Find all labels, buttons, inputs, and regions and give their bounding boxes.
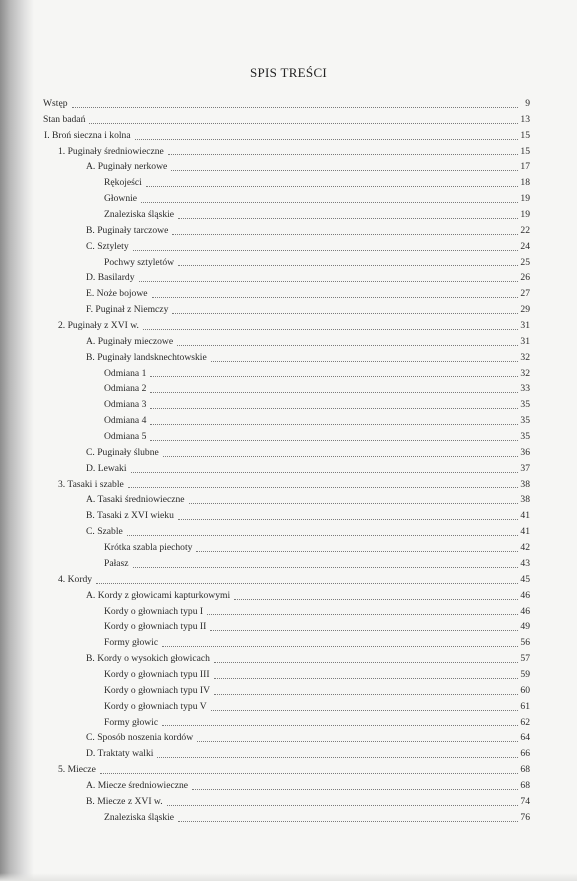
toc-entry xyxy=(0,159,577,175)
dot-leader xyxy=(150,439,518,441)
toc-entry-page-number: 35 xyxy=(520,415,530,427)
toc-entry xyxy=(0,334,577,350)
toc-entry-page-number: 19 xyxy=(520,193,530,205)
toc-entry-page-number: 24 xyxy=(520,240,530,252)
toc-entry-leader xyxy=(86,159,518,175)
toc-entry-page-number: 43 xyxy=(520,557,530,569)
dot-leader xyxy=(141,201,518,203)
toc-entry-page-number: 57 xyxy=(520,653,530,665)
toc-entry-page-number: 49 xyxy=(520,621,530,633)
toc-entry xyxy=(0,207,577,223)
dot-leader xyxy=(214,661,518,663)
toc-entry-page-number: 26 xyxy=(520,272,530,284)
toc-entry xyxy=(0,445,577,461)
toc-entry-label: C. Puginały ślubne xyxy=(86,446,159,458)
toc-entry-page-number: 64 xyxy=(520,732,530,744)
toc-entry-label: B. Miecze z XVI w. xyxy=(86,795,163,807)
dot-leader xyxy=(178,518,518,520)
toc-entry-leader xyxy=(44,128,518,144)
toc-entry-leader xyxy=(43,112,518,128)
toc-entry-page-number: 38 xyxy=(520,478,530,490)
toc-entry-leader xyxy=(86,730,518,746)
toc-entry-page-number: 59 xyxy=(520,668,530,680)
toc-entry-page-number: 60 xyxy=(520,684,530,696)
toc-entry xyxy=(0,604,577,620)
toc-entry-label: A. Puginały mieczowe xyxy=(86,335,174,347)
toc-entry-leader xyxy=(104,667,518,683)
toc-entry-page-number: 17 xyxy=(520,161,530,173)
toc-entry-label: Krótka szabla piechoty xyxy=(104,542,193,554)
toc-entry-leader xyxy=(104,207,518,223)
toc-entry-page-number: 31 xyxy=(520,320,530,332)
toc-entry-page-number: 13 xyxy=(520,113,530,125)
toc-entry-page-number: 74 xyxy=(520,795,530,807)
toc-entry-label: Kordy o głowniach typu V xyxy=(104,700,207,712)
scan-bottom-edge xyxy=(0,873,577,881)
toc-entry-page-number: 32 xyxy=(520,351,530,363)
toc-entry-label: Pochwy sztyletów xyxy=(104,256,175,268)
dot-leader xyxy=(178,264,518,266)
toc-entry-leader xyxy=(43,96,518,112)
toc-entry-label: Rękojeści xyxy=(104,177,142,189)
toc-entry xyxy=(0,381,577,397)
toc-entry-label: I. Broń sieczna i kolna xyxy=(44,129,131,141)
toc-entry-leader xyxy=(86,508,518,524)
toc-entry xyxy=(0,730,577,746)
toc-entry xyxy=(0,255,577,271)
toc-entry-leader xyxy=(104,810,518,826)
toc-entry-page-number: 22 xyxy=(520,224,530,236)
toc-entry xyxy=(0,508,577,524)
dot-leader xyxy=(150,375,518,377)
toc-entry xyxy=(0,762,577,778)
toc-entry xyxy=(0,429,577,445)
toc-entry-label: D. Lewaki xyxy=(86,462,127,474)
toc-entry-page-number: 33 xyxy=(520,383,530,395)
toc-entry-leader xyxy=(104,175,518,191)
toc-entry-label: Kordy o głowniach typu III xyxy=(104,668,210,680)
toc-entry xyxy=(0,588,577,604)
toc-entry-label: 1. Puginały średniowieczne xyxy=(58,145,164,157)
toc-entry-label: A. Kordy z głowicami kapturkowymi xyxy=(86,589,231,601)
toc-entry-label: E. Noże bojowe xyxy=(86,288,148,300)
toc-entry xyxy=(0,778,577,794)
dot-leader xyxy=(150,391,518,393)
toc-entry xyxy=(0,524,577,540)
dot-leader xyxy=(131,471,519,473)
toc-entry-page-number: 76 xyxy=(520,811,530,823)
dot-leader xyxy=(150,407,518,409)
toc-entry-leader xyxy=(86,223,518,239)
dot-leader xyxy=(135,138,518,140)
toc-entry-leader xyxy=(104,191,518,207)
dot-leader xyxy=(100,772,518,774)
toc-entry-label: Odmiana 3 xyxy=(104,399,147,411)
dot-leader xyxy=(171,169,518,171)
toc-entry-label: B. Puginały landsknechtowskie xyxy=(86,351,207,363)
dot-leader xyxy=(127,534,518,536)
toc-entry xyxy=(0,683,577,699)
toc-entry xyxy=(0,699,577,715)
toc-entry-label: 3. Tasaki i szable xyxy=(58,478,124,490)
toc-entry-label: Głownie xyxy=(104,193,138,205)
toc-entry-label: 2. Puginały z XVI w. xyxy=(58,320,139,332)
dot-leader xyxy=(178,820,518,822)
toc-entry-leader xyxy=(86,778,518,794)
dot-leader xyxy=(72,106,518,108)
toc-entry xyxy=(0,318,577,334)
toc-entry-label: Stan badań xyxy=(43,113,86,125)
dot-leader xyxy=(96,582,518,584)
toc-entry-page-number: 66 xyxy=(520,748,530,760)
toc-entry-page-number: 29 xyxy=(520,304,530,316)
toc-entry xyxy=(0,191,577,207)
toc-entry xyxy=(0,635,577,651)
dot-leader xyxy=(133,566,518,568)
dot-leader xyxy=(192,788,518,790)
toc-entry xyxy=(0,413,577,429)
dot-leader xyxy=(172,312,518,314)
toc-entry-page-number: 19 xyxy=(520,209,530,221)
toc-entry-leader xyxy=(104,397,518,413)
dot-leader xyxy=(214,693,518,695)
dot-leader xyxy=(152,296,518,298)
toc-entry-leader xyxy=(86,588,518,604)
dot-leader xyxy=(146,185,518,187)
dot-leader xyxy=(162,645,518,647)
toc-entry-page-number: 18 xyxy=(520,177,530,189)
toc-entry xyxy=(0,96,577,112)
toc-entry-page-number: 35 xyxy=(520,431,530,443)
toc-entry-leader xyxy=(86,445,518,461)
dot-leader xyxy=(197,740,518,742)
dot-leader xyxy=(177,344,518,346)
toc-entry-leader xyxy=(58,762,518,778)
toc-entry-leader xyxy=(104,540,518,556)
toc-entry-label: B. Tasaki z XVI wieku xyxy=(86,510,174,522)
toc-entry-leader xyxy=(58,572,518,588)
toc-entry xyxy=(0,302,577,318)
dot-leader xyxy=(139,280,519,282)
dot-leader xyxy=(211,709,518,711)
toc-entry-leader xyxy=(86,746,518,762)
toc-entry-page-number: 27 xyxy=(520,288,530,300)
dot-leader xyxy=(150,423,518,425)
toc-entry-page-number: 61 xyxy=(520,700,530,712)
toc-entry-page-number: 56 xyxy=(520,637,530,649)
toc-entry-leader xyxy=(104,683,518,699)
toc-entry-page-number: 68 xyxy=(520,764,530,776)
toc-entry-page-number: 31 xyxy=(520,335,530,347)
dot-leader xyxy=(214,677,518,679)
toc-entry xyxy=(0,112,577,128)
toc-entry-label: Odmiana 2 xyxy=(104,383,147,395)
toc-entry-page-number: 32 xyxy=(520,367,530,379)
toc-entry-label: Znaleziska śląskie xyxy=(104,811,175,823)
toc-entry xyxy=(0,540,577,556)
toc-entry-label: Formy głowic xyxy=(104,716,159,728)
toc-entry-leader xyxy=(58,477,518,493)
toc-entry-leader xyxy=(104,635,518,651)
toc-entry-leader xyxy=(86,302,518,318)
toc-entry xyxy=(0,350,577,366)
toc-entry-page-number: 68 xyxy=(520,779,530,791)
toc-entry xyxy=(0,746,577,762)
toc-entry-label: D. Basilardy xyxy=(86,272,135,284)
toc-entry-label: C. Szable xyxy=(86,526,123,538)
toc-entry-label: Odmiana 4 xyxy=(104,415,147,427)
toc-entry-leader xyxy=(104,619,518,635)
toc-entry-leader xyxy=(104,381,518,397)
toc-entry-leader xyxy=(86,350,518,366)
toc-entry-page-number: 62 xyxy=(520,716,530,728)
toc-entry-leader xyxy=(104,255,518,271)
dot-leader xyxy=(157,756,518,758)
toc-entry xyxy=(0,810,577,826)
toc-entry-label: 5. Miecze xyxy=(58,764,96,776)
toc-entry xyxy=(0,144,577,160)
dot-leader xyxy=(168,153,518,155)
toc-entry-leader xyxy=(58,144,518,160)
dot-leader xyxy=(133,249,518,251)
dot-leader xyxy=(128,486,518,488)
toc-entry xyxy=(0,223,577,239)
toc-entry-leader xyxy=(104,699,518,715)
dot-leader xyxy=(167,804,518,806)
toc-entry-page-number: 41 xyxy=(520,526,530,538)
table-of-contents xyxy=(0,96,577,826)
toc-entry xyxy=(0,572,577,588)
toc-entry-label: Kordy o głowniach typu I xyxy=(104,605,204,617)
toc-entry-label: F. Puginał z Niemczy xyxy=(86,304,169,316)
toc-entry-leader xyxy=(86,334,518,350)
toc-entry xyxy=(0,715,577,731)
dot-leader xyxy=(234,598,518,600)
toc-entry-label: C. Sposób noszenia kordów xyxy=(86,732,194,744)
toc-entry xyxy=(0,366,577,382)
toc-entry-leader xyxy=(86,270,518,286)
dot-leader xyxy=(178,217,518,219)
dot-leader xyxy=(189,502,518,504)
toc-entry xyxy=(0,794,577,810)
dot-leader xyxy=(162,724,518,726)
toc-entry xyxy=(0,461,577,477)
toc-entry xyxy=(0,239,577,255)
toc-entry xyxy=(0,175,577,191)
toc-entry-leader xyxy=(104,413,518,429)
toc-entry-page-number: 46 xyxy=(520,605,530,617)
toc-entry-page-number: 41 xyxy=(520,510,530,522)
toc-entry-label: 4. Kordy xyxy=(58,573,93,585)
dot-leader xyxy=(207,613,518,615)
toc-entry-label: A. Miecze średniowieczne xyxy=(86,779,189,791)
toc-entry-label: Znaleziska śląskie xyxy=(104,209,175,221)
toc-entry-leader xyxy=(104,604,518,620)
toc-entry-leader xyxy=(86,651,518,667)
toc-entry-page-number: 25 xyxy=(520,256,530,268)
dot-leader xyxy=(172,233,518,235)
dot-leader xyxy=(163,455,518,457)
dot-leader xyxy=(210,629,518,631)
toc-entry-page-number: 46 xyxy=(520,589,530,601)
toc-entry-page-number: 38 xyxy=(520,494,530,506)
toc-entry-leader xyxy=(104,429,518,445)
toc-entry xyxy=(0,556,577,572)
toc-entry-label: Kordy o głowniach typu IV xyxy=(104,684,211,696)
toc-entry-label: A. Tasaki średniowieczne xyxy=(86,494,185,506)
toc-entry xyxy=(0,270,577,286)
dot-leader xyxy=(196,550,518,552)
toc-entry-label: Odmiana 5 xyxy=(104,431,147,443)
toc-entry-label: B. Kordy o wysokich głowicach xyxy=(86,653,210,665)
toc-entry-leader xyxy=(104,366,518,382)
toc-entry-label: B. Puginały tarczowe xyxy=(86,224,169,236)
toc-entry-leader xyxy=(104,715,518,731)
toc-entry-label: D. Traktaty walki xyxy=(86,748,154,760)
toc-entry-label: Kordy o głowniach typu II xyxy=(104,621,207,633)
page-title: SPIS TREŚCI xyxy=(249,65,328,80)
toc-entry-leader xyxy=(86,524,518,540)
toc-entry-label: Wstęp xyxy=(43,98,68,109)
toc-entry-page-number: 9 xyxy=(525,98,530,109)
toc-entry-label: Pałasz xyxy=(104,557,129,569)
toc-entry-page-number: 42 xyxy=(520,542,530,554)
dot-leader xyxy=(211,360,518,362)
toc-entry-label: Odmiana 1 xyxy=(104,367,147,379)
toc-entry-page-number: 37 xyxy=(520,462,530,474)
toc-entry-leader xyxy=(104,556,518,572)
dot-leader xyxy=(143,328,518,330)
toc-entry-label: A. Puginały nerkowe xyxy=(86,161,168,173)
toc-entry xyxy=(0,619,577,635)
toc-entry-leader xyxy=(86,794,518,810)
toc-entry-label: C. Sztylety xyxy=(86,240,129,252)
toc-entry-page-number: 15 xyxy=(520,129,530,141)
toc-entry xyxy=(0,651,577,667)
toc-entry xyxy=(0,286,577,302)
toc-entry-label: Formy głowic xyxy=(104,637,159,649)
toc-entry xyxy=(0,667,577,683)
dot-leader xyxy=(89,122,518,124)
toc-entry-page-number: 36 xyxy=(520,446,530,458)
toc-entry xyxy=(0,397,577,413)
toc-entry xyxy=(0,477,577,493)
toc-entry-leader xyxy=(86,492,518,508)
toc-entry xyxy=(0,492,577,508)
toc-entry-leader xyxy=(86,286,518,302)
toc-entry-page-number: 45 xyxy=(520,573,530,585)
toc-entry xyxy=(0,128,577,144)
toc-entry-page-number: 35 xyxy=(520,399,530,411)
toc-entry-page-number: 15 xyxy=(520,145,530,157)
toc-entry-leader xyxy=(86,461,518,477)
toc-entry-leader xyxy=(58,318,518,334)
toc-entry-leader xyxy=(86,239,518,255)
